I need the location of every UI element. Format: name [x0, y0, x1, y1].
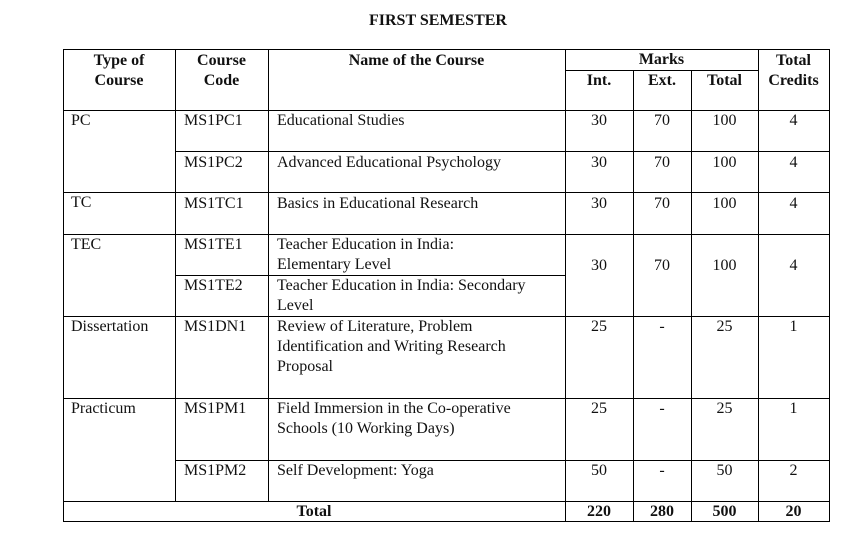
- col-line: [633, 70, 634, 522]
- marks-int: 30: [591, 257, 607, 274]
- col-line: [691, 70, 692, 522]
- totals-int: 220: [587, 503, 611, 520]
- marks-total: 50: [716, 462, 733, 479]
- course-code: MS1PC1: [184, 112, 243, 129]
- course-name: [277, 235, 454, 275]
- marks-total: 25: [716, 400, 733, 417]
- header-total: Total: [707, 72, 742, 89]
- marks-ext: 70: [654, 154, 670, 171]
- course-name: [277, 276, 526, 316]
- course-code: MS1TC1: [184, 195, 244, 212]
- table-border-right: [829, 49, 830, 522]
- page-title: FIRST SEMESTER: [369, 12, 507, 29]
- credits: 4: [789, 154, 798, 171]
- totals-label: Total: [296, 503, 332, 520]
- credits: 4: [789, 195, 798, 212]
- header-int: Int.: [586, 72, 612, 89]
- marks-total: 25: [716, 318, 733, 335]
- marks-total: 100: [712, 195, 737, 212]
- course-name-line: Proposal: [277, 358, 333, 375]
- marks-ext: 70: [654, 195, 670, 212]
- course-code: MS1TE1: [184, 236, 243, 253]
- header-credits: [758, 51, 829, 91]
- course-name: Self Development: Yoga: [277, 462, 434, 479]
- marks-ext: -: [659, 318, 665, 335]
- credits: 1: [789, 318, 798, 335]
- course-name: [277, 399, 511, 439]
- credits: 2: [789, 462, 798, 479]
- marks-total: 100: [712, 257, 737, 274]
- credits: 1: [789, 400, 798, 417]
- marks-ext: 70: [654, 112, 670, 129]
- row-line: [63, 192, 830, 193]
- course-name-line: Elementary Level: [277, 256, 392, 273]
- header-marks: Marks: [638, 51, 685, 68]
- course-name-line: Teacher Education in India:: [277, 236, 455, 253]
- header-credits-line: Total: [776, 52, 811, 69]
- marks-int: 30: [591, 112, 607, 129]
- totals-total: 500: [712, 503, 737, 520]
- header-credits-line: Credits: [768, 72, 819, 89]
- course-name-line: Schools (10 Working Days): [277, 420, 455, 437]
- header-code-line: Code: [203, 72, 240, 89]
- marks-ext: -: [659, 400, 665, 417]
- course-code: MS1TE2: [184, 277, 243, 294]
- group-tec: TEC: [71, 236, 102, 253]
- header-code-line: Course: [197, 52, 246, 69]
- course-code: MS1PM1: [184, 400, 247, 417]
- marks-ext: 70: [654, 257, 670, 274]
- course-code: MS1PM2: [184, 462, 247, 479]
- row-line: [175, 151, 830, 152]
- marks-int: 30: [591, 154, 607, 171]
- group-tc: TC: [71, 194, 92, 211]
- header-type-line: Type of: [93, 52, 145, 69]
- marks-total: 100: [712, 154, 737, 171]
- course-name: Basics in Educational Research: [277, 195, 479, 212]
- course-name: [277, 317, 506, 377]
- course-name-line: Level: [277, 297, 314, 314]
- course-code: MS1PC2: [184, 154, 243, 171]
- course-name-line: Field Immersion in the Co-operative: [277, 400, 511, 417]
- marks-int: 50: [591, 462, 607, 479]
- header-type-line: Course: [94, 72, 144, 89]
- totals-credits: 20: [785, 503, 802, 520]
- marks-int: 25: [591, 400, 607, 417]
- group-practicum: Practicum: [71, 400, 136, 417]
- marks-ext: -: [659, 462, 665, 479]
- course-code: MS1DN1: [184, 318, 247, 335]
- marks-int: 30: [591, 195, 607, 212]
- course-name-line: Review of Literature, Problem: [277, 318, 473, 335]
- header-type: [63, 51, 175, 91]
- marks-int: 25: [591, 318, 607, 335]
- course-name: Educational Studies: [277, 112, 405, 129]
- course-name: Advanced Educational Psychology: [277, 154, 501, 171]
- credits: 4: [789, 112, 798, 129]
- header-ext: Ext.: [648, 72, 676, 89]
- course-name-line: Identification and Writing Research: [277, 338, 506, 355]
- totals-ext: 280: [650, 503, 674, 520]
- header-name: Name of the Course: [348, 52, 485, 69]
- group-dissertation: Dissertation: [71, 318, 149, 335]
- marks-total: 100: [712, 112, 737, 129]
- col-line: [175, 49, 176, 501]
- header-code: [175, 51, 268, 91]
- col-line: [268, 49, 269, 501]
- table-border-left: [63, 49, 64, 522]
- course-name-line: Teacher Education in India: Secondary: [277, 277, 526, 294]
- credits: 4: [789, 257, 798, 274]
- group-pc: PC: [71, 112, 91, 129]
